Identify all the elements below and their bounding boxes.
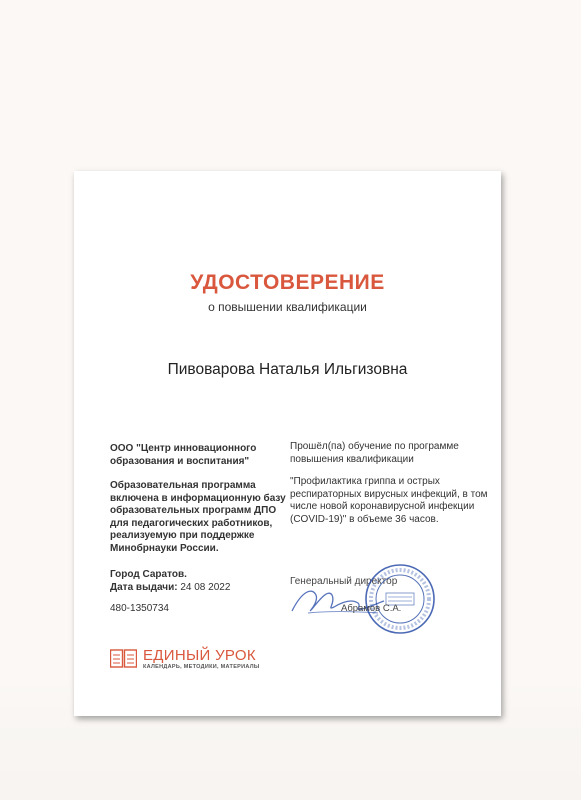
seal-stamp-icon xyxy=(364,563,436,635)
book-logo-icon xyxy=(110,649,137,669)
logo-text xyxy=(143,648,260,670)
certificate-card xyxy=(74,171,501,716)
issue-date-row xyxy=(110,582,230,595)
program-note: Образовательная программа включена в информационную базу образовательных программ ДПО для педагогических работников, реализуемую при поддержке Минобрнауки России. xyxy=(110,480,286,554)
issue-date-label: Дата выдачи: xyxy=(110,581,178,593)
program-block xyxy=(290,441,490,526)
certificate-title: УДОСТОВЕРЕНИЕ xyxy=(190,271,385,294)
recipient-name: Пивоварова Наталья Ильгизовна xyxy=(167,361,408,378)
director-title: Генеральный директор xyxy=(290,576,398,587)
certificate-subtitle: о повышении квалификации xyxy=(208,300,367,314)
logo-tagline: КАЛЕНДАРЬ, МЕТОДИКИ, МАТЕРИАЛЫ xyxy=(143,664,260,670)
logo-name: ЕДИНЫЙ УРОК xyxy=(143,647,256,664)
city: Город Саратов. xyxy=(110,569,187,580)
issue-date: 24 08 2022 xyxy=(180,581,231,593)
issuer-block xyxy=(110,443,290,555)
city-date-block xyxy=(110,569,230,594)
director-name: Абрамов С.А. xyxy=(341,603,402,614)
organization-name: ООО "Центр инновационного образования и воспитания" xyxy=(110,443,257,467)
program-text: "Профилактика гриппа и острых респираторных вирусных инфекций, в том числе новой коронавирусной инфекции (COVID-19)" в объеме 36 часов. xyxy=(290,476,488,525)
registration-number: 480-1350734 xyxy=(110,603,169,614)
completion-text: Прошёл(па) обучение по программе повышения квалификации xyxy=(290,441,459,465)
brand-logo xyxy=(110,648,260,670)
